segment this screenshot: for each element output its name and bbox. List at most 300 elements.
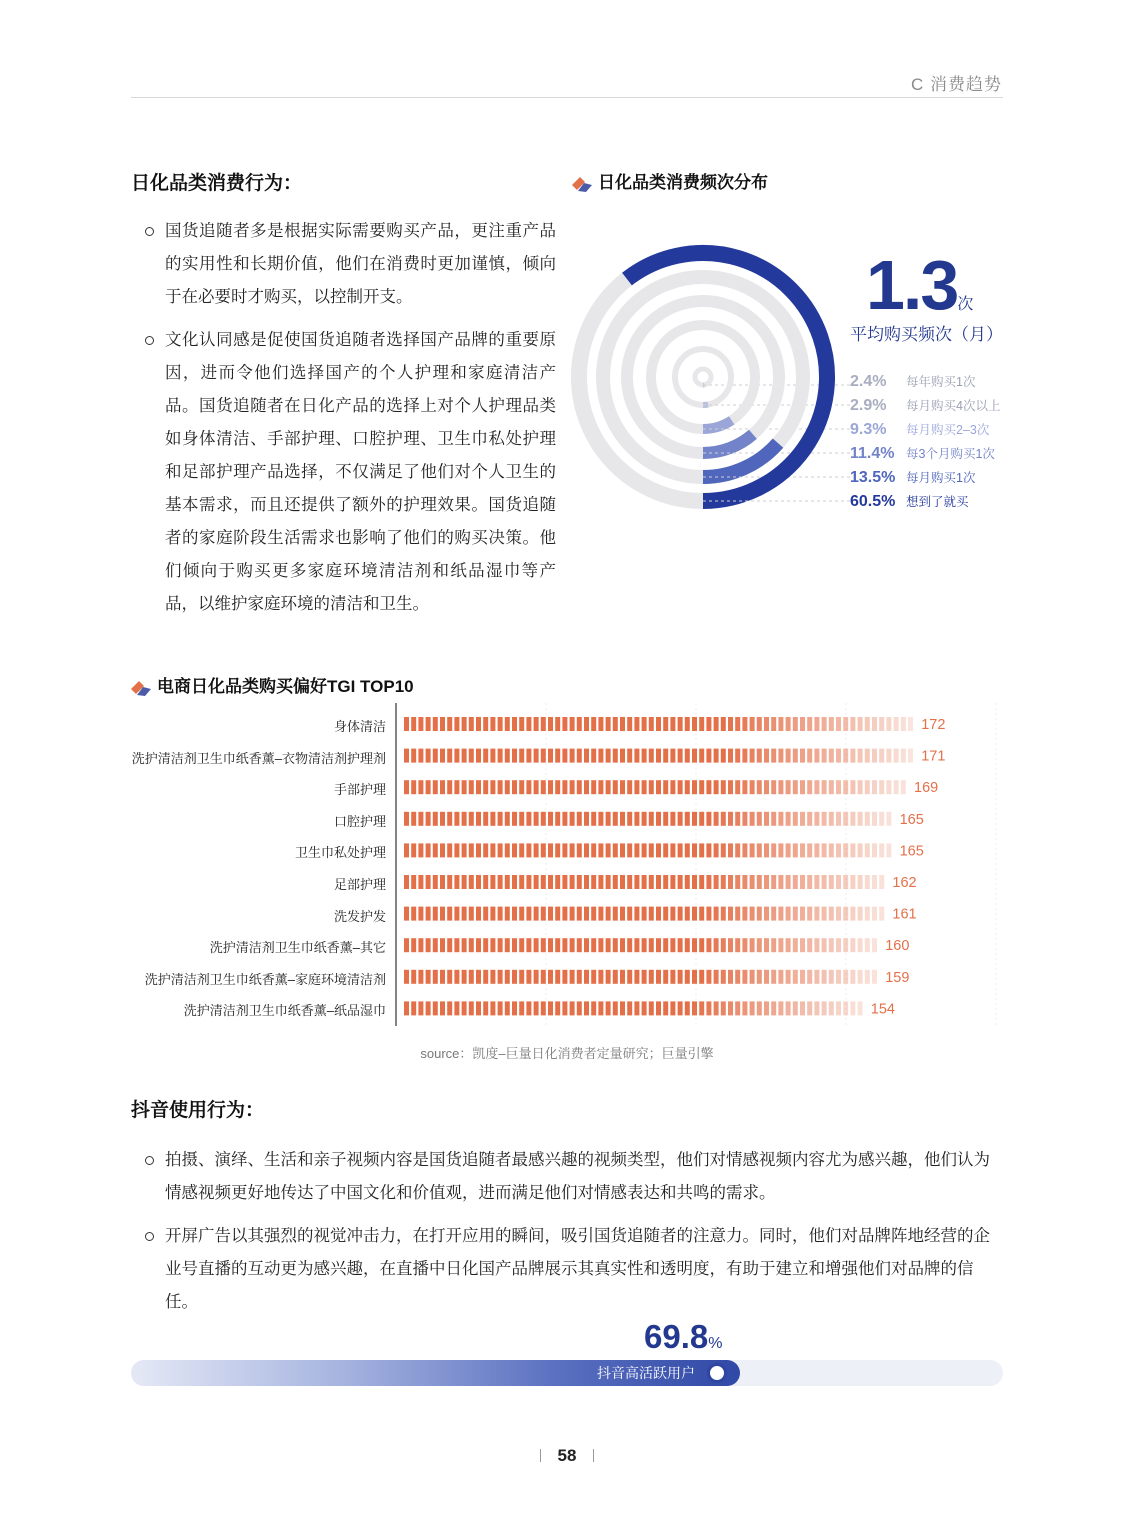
tgi-bar-segment bbox=[598, 812, 603, 826]
tgi-bar-segment bbox=[735, 907, 740, 921]
tgi-bar-segment bbox=[728, 1001, 733, 1015]
tgi-bar-segment bbox=[526, 907, 531, 921]
tgi-bar-segment bbox=[822, 749, 827, 763]
tgi-bar-segment bbox=[670, 749, 675, 763]
tgi-bar-segment bbox=[692, 907, 697, 921]
tgi-bar-segment bbox=[447, 749, 452, 763]
tgi-bar-segment bbox=[613, 938, 618, 952]
tgi-bar-segment bbox=[505, 1001, 510, 1015]
tgi-bar-segment bbox=[462, 717, 467, 731]
tgi-bar-segment bbox=[778, 875, 783, 889]
tgi-bar-segment bbox=[858, 749, 863, 763]
tgi-bar-segment bbox=[663, 875, 668, 889]
tgi-bar-segment bbox=[627, 749, 632, 763]
tgi-bar-segment bbox=[462, 938, 467, 952]
tgi-bar-segment bbox=[512, 875, 517, 889]
tgi-bar-segment bbox=[483, 843, 488, 857]
tgi-bar-segment bbox=[627, 938, 632, 952]
tgi-bar-segment bbox=[814, 717, 819, 731]
tgi-bar-segment bbox=[836, 938, 841, 952]
bullet-item: 文化认同感是促使国货追随者选择国产品牌的重要原因，进而令他们选择国产的个人护理和家庭清洁产品。国货追随者在日化产品的选择上对个人护理品类如身体清洁、手部护理、口腔护理、卫生巾私处护理和足部护理产品选择，不仅满足了他们对个人卫生的基本需求，而且还提供了额外的护理效果。国货追随者的家庭阶段生活需求也影响了他们的购买决策。他们倾向于购买更多家庭环境清洁剂和纸品湿巾等产品，以维护家庭环境的清洁和卫生。 bbox=[131, 324, 556, 621]
tgi-bar-segment bbox=[670, 875, 675, 889]
tgi-bar-segment bbox=[764, 970, 769, 984]
tgi-bar bbox=[404, 938, 877, 952]
tgi-bar-segment bbox=[541, 970, 546, 984]
tgi-bar-segment bbox=[519, 907, 524, 921]
tgi-bar-segment bbox=[404, 749, 409, 763]
tgi-bar-segment bbox=[462, 970, 467, 984]
tgi-bar-segment bbox=[577, 875, 582, 889]
tgi-value-label: 161 bbox=[892, 906, 917, 923]
tgi-bar-segment bbox=[706, 875, 711, 889]
tgi-bar-segment bbox=[555, 1001, 560, 1015]
tgi-bar-segment bbox=[577, 780, 582, 794]
tgi-value-label: 165 bbox=[899, 843, 924, 860]
douyin-progress-knob bbox=[707, 1363, 727, 1383]
tgi-bar-segment bbox=[685, 780, 690, 794]
headline-label: 平均购买频次（月） bbox=[850, 325, 1003, 344]
tgi-bar-segment bbox=[483, 875, 488, 889]
tgi-bar-segment bbox=[534, 749, 539, 763]
tgi-bar-segment bbox=[570, 749, 575, 763]
tgi-bar-segment bbox=[728, 875, 733, 889]
tgi-bar-segment bbox=[584, 780, 589, 794]
tgi-bar-segment bbox=[476, 749, 481, 763]
tgi-bar-segment bbox=[418, 970, 423, 984]
tgi-bar-segment bbox=[634, 938, 639, 952]
tgi-bar-segment bbox=[728, 717, 733, 731]
tgi-bar-segment bbox=[454, 938, 459, 952]
tgi-bar-segment bbox=[786, 875, 791, 889]
tgi-bar-segment bbox=[613, 749, 618, 763]
tgi-bar-segment bbox=[411, 1001, 416, 1015]
tgi-bar-segment bbox=[649, 1001, 654, 1015]
tgi-bar-segment bbox=[498, 938, 503, 952]
tgi-bar-segment bbox=[786, 717, 791, 731]
tgi-bar-segment bbox=[562, 938, 567, 952]
tgi-bar-segment bbox=[764, 843, 769, 857]
tgi-bar-segment bbox=[721, 780, 726, 794]
tgi-bar-segment bbox=[426, 749, 431, 763]
tgi-bar-segment bbox=[750, 780, 755, 794]
tgi-bar-segment bbox=[721, 970, 726, 984]
legend-percent: 9.3% bbox=[850, 421, 887, 438]
tgi-bar-segment bbox=[735, 843, 740, 857]
tgi-bar-segment bbox=[440, 717, 445, 731]
tgi-bar-segment bbox=[512, 780, 517, 794]
tgi-bar-segment bbox=[598, 970, 603, 984]
tgi-bar-segment bbox=[858, 875, 863, 889]
tgi-bar-segment bbox=[692, 717, 697, 731]
tgi-bar-segment bbox=[757, 843, 762, 857]
tgi-bar-segment bbox=[771, 938, 776, 952]
tgi-bar-segment bbox=[685, 938, 690, 952]
tgi-bar-segment bbox=[786, 907, 791, 921]
tgi-bar-segment bbox=[591, 812, 596, 826]
tgi-bar-segment bbox=[642, 875, 647, 889]
tgi-bar-segment bbox=[721, 812, 726, 826]
tgi-bar-segment bbox=[642, 970, 647, 984]
tgi-bar-segment bbox=[649, 812, 654, 826]
tgi-bar-segment bbox=[642, 749, 647, 763]
tgi-bar-segment bbox=[663, 907, 668, 921]
tgi-bar-segment bbox=[670, 907, 675, 921]
tgi-bar-segment bbox=[764, 749, 769, 763]
tgi-bar-segment bbox=[678, 875, 683, 889]
tgi-bar-segment bbox=[498, 812, 503, 826]
tgi-bar-segment bbox=[476, 843, 481, 857]
tgi-bar-segment bbox=[829, 812, 834, 826]
tgi-bar-segment bbox=[728, 780, 733, 794]
tgi-bar-segment bbox=[685, 843, 690, 857]
tgi-bar-segment bbox=[771, 780, 776, 794]
tgi-bar-segment bbox=[634, 780, 639, 794]
tgi-bar-segment bbox=[721, 907, 726, 921]
tgi-bar-segment bbox=[526, 780, 531, 794]
legend-percent: 11.4% bbox=[850, 445, 895, 462]
tgi-bar-segment bbox=[512, 938, 517, 952]
tgi-bar-segment bbox=[418, 812, 423, 826]
tgi-bar-segment bbox=[807, 717, 812, 731]
legend-label: 每3个月购买1次 bbox=[906, 447, 995, 461]
tgi-bar-segment bbox=[490, 938, 495, 952]
tgi-bar-segment bbox=[879, 875, 884, 889]
douyin-bullets bbox=[131, 1144, 1003, 1329]
tgi-bar-segment bbox=[649, 875, 654, 889]
tgi-bar-segment bbox=[706, 843, 711, 857]
tgi-bar-segment bbox=[757, 749, 762, 763]
tgi-bar-segment bbox=[656, 843, 661, 857]
tgi-bar-segment bbox=[598, 1001, 603, 1015]
tgi-bar-segment bbox=[627, 780, 632, 794]
tgi-bar-segment bbox=[735, 970, 740, 984]
tgi-bar-segment bbox=[526, 875, 531, 889]
tgi-bar-segment bbox=[620, 938, 625, 952]
tgi-bar-segment bbox=[534, 843, 539, 857]
tgi-bar-segment bbox=[476, 970, 481, 984]
tgi-bar-segment bbox=[663, 749, 668, 763]
tgi-bar-segment bbox=[807, 812, 812, 826]
tgi-bar-segment bbox=[462, 749, 467, 763]
tgi-bar-segment bbox=[447, 780, 452, 794]
tgi-bar-segment bbox=[584, 1001, 589, 1015]
tgi-value-label: 171 bbox=[921, 748, 946, 765]
tgi-bar-segment bbox=[822, 938, 827, 952]
tgi-bar-segment bbox=[764, 875, 769, 889]
tgi-bar-segment bbox=[850, 780, 855, 794]
tgi-bar-segment bbox=[584, 907, 589, 921]
tgi-bar bbox=[404, 749, 913, 763]
tgi-bar-segment bbox=[433, 812, 438, 826]
tgi-bar-segment bbox=[440, 843, 445, 857]
tgi-bar-segment bbox=[850, 843, 855, 857]
tgi-bar-segment bbox=[620, 780, 625, 794]
tgi-bar-segment bbox=[706, 938, 711, 952]
tgi-bar-segment bbox=[678, 938, 683, 952]
tgi-bar-segment bbox=[454, 843, 459, 857]
tgi-bar-segment bbox=[584, 875, 589, 889]
tgi-bar-segment bbox=[562, 907, 567, 921]
tgi-bar-segment bbox=[483, 938, 488, 952]
tgi-bar-segment bbox=[872, 970, 877, 984]
tgi-bar-segment bbox=[483, 907, 488, 921]
tgi-bar-segment bbox=[541, 780, 546, 794]
tgi-bar-segment bbox=[591, 749, 596, 763]
tgi-bar-segment bbox=[634, 1001, 639, 1015]
tgi-bar-segment bbox=[584, 749, 589, 763]
tgi-bar-segment bbox=[469, 749, 474, 763]
tgi-bar-segment bbox=[570, 812, 575, 826]
tgi-bar-segment bbox=[793, 907, 798, 921]
tgi-bar-segment bbox=[454, 907, 459, 921]
tgi-bar-segment bbox=[879, 907, 884, 921]
tgi-bar-segment bbox=[440, 780, 445, 794]
tgi-bar-segment bbox=[793, 938, 798, 952]
tgi-category-label: 洗发护发 bbox=[333, 908, 386, 924]
tgi-chart-title bbox=[131, 672, 414, 697]
tgi-bar-segment bbox=[786, 843, 791, 857]
tgi-bar-segment bbox=[613, 907, 618, 921]
tgi-bar-segment bbox=[620, 717, 625, 731]
legend-row bbox=[850, 420, 1020, 444]
tgi-bar-segment bbox=[433, 970, 438, 984]
tgi-bar-segment bbox=[822, 812, 827, 826]
tgi-bar-segment bbox=[534, 938, 539, 952]
tgi-bar-segment bbox=[476, 938, 481, 952]
tgi-bar-segment bbox=[498, 749, 503, 763]
tgi-bar-segment bbox=[433, 749, 438, 763]
tgi-bar-segment bbox=[800, 970, 805, 984]
tgi-bar-segment bbox=[519, 970, 524, 984]
tgi-bar-segment bbox=[721, 938, 726, 952]
tgi-bar-segment bbox=[850, 875, 855, 889]
tgi-bar-segment bbox=[598, 780, 603, 794]
tgi-bar-segment bbox=[764, 812, 769, 826]
tgi-bar-segment bbox=[807, 749, 812, 763]
tgi-bar-segment bbox=[541, 875, 546, 889]
tgi-bar-segment bbox=[584, 970, 589, 984]
tgi-bar-segment bbox=[678, 717, 683, 731]
tgi-bar-segment bbox=[541, 749, 546, 763]
tgi-value-label: 165 bbox=[899, 811, 924, 828]
tgi-bar-segment bbox=[778, 938, 783, 952]
tgi-bar-segment bbox=[584, 717, 589, 731]
tgi-bar-segment bbox=[627, 812, 632, 826]
tgi-bar-segment bbox=[498, 970, 503, 984]
tgi-bar-segment bbox=[771, 843, 776, 857]
tgi-bar-segment bbox=[786, 812, 791, 826]
tgi-bar-segment bbox=[433, 907, 438, 921]
tgi-bar-segment bbox=[706, 780, 711, 794]
tgi-bar-segment bbox=[714, 717, 719, 731]
page-tick-right bbox=[593, 1449, 594, 1462]
tgi-bar bbox=[404, 1001, 863, 1015]
tgi-bar-segment bbox=[483, 717, 488, 731]
tgi-bar-segment bbox=[829, 749, 834, 763]
tgi-bar-segment bbox=[843, 907, 848, 921]
tgi-bar-segment bbox=[699, 907, 704, 921]
tgi-bar-segment bbox=[555, 812, 560, 826]
tgi-bar-segment bbox=[490, 780, 495, 794]
tgi-bar-segment bbox=[742, 875, 747, 889]
tgi-bar-segment bbox=[685, 907, 690, 921]
tgi-bar-segment bbox=[699, 843, 704, 857]
douyin-percent bbox=[644, 1318, 722, 1356]
tgi-bar-segment bbox=[901, 717, 906, 731]
tgi-bar-segment bbox=[699, 875, 704, 889]
tgi-bar-segment bbox=[454, 749, 459, 763]
tgi-bar-segment bbox=[627, 1001, 632, 1015]
tgi-bar-segment bbox=[642, 907, 647, 921]
tgi-bar-segment bbox=[404, 875, 409, 889]
tgi-bar-segment bbox=[670, 812, 675, 826]
tgi-bar-segment bbox=[526, 749, 531, 763]
tgi-bar-segment bbox=[562, 812, 567, 826]
tgi-bar-segment bbox=[656, 970, 661, 984]
source-note: source：凯度–巨量日化消费者定量研究；巨量引擎 bbox=[420, 1046, 714, 1061]
tgi-bar-segment bbox=[886, 717, 891, 731]
tgi-bar-segment bbox=[584, 843, 589, 857]
tgi-bar-segment bbox=[620, 970, 625, 984]
tgi-bar-segment bbox=[670, 780, 675, 794]
tgi-bar-segment bbox=[706, 1001, 711, 1015]
tgi-bar-segment bbox=[454, 875, 459, 889]
tgi-bar-segment bbox=[498, 843, 503, 857]
tgi-bar-segment bbox=[483, 780, 488, 794]
tgi-bar-segment bbox=[814, 907, 819, 921]
tgi-bar-segment bbox=[750, 812, 755, 826]
tgi-bar-segment bbox=[764, 907, 769, 921]
brand-mark-icon bbox=[131, 680, 151, 696]
tgi-bar-segment bbox=[663, 717, 668, 731]
tgi-bar-segment bbox=[613, 843, 618, 857]
tgi-bar-segment bbox=[814, 875, 819, 889]
tgi-category-label: 洗护清洁剂卫生巾纸香薰–其它 bbox=[209, 940, 386, 956]
tgi-bar-segment bbox=[894, 717, 899, 731]
tgi-bar-segment bbox=[879, 843, 884, 857]
tgi-bar-segment bbox=[548, 843, 553, 857]
tgi-bar-segment bbox=[469, 843, 474, 857]
tgi-bar-segment bbox=[555, 780, 560, 794]
bullet-item: 开屏广告以其强烈的视觉冲击力，在打开应用的瞬间，吸引国货追随者的注意力。同时，他们对品牌阵地经营的企业号直播的互动更为感兴趣，在直播中日化国产品牌展示其真实性和透明度，有助于建立和增强他们对品牌的信任。 bbox=[131, 1220, 1003, 1319]
tgi-bar-segment bbox=[649, 780, 654, 794]
tgi-bar-segment bbox=[534, 875, 539, 889]
tgi-bar-segment bbox=[757, 907, 762, 921]
tgi-bar-segment bbox=[490, 843, 495, 857]
tgi-bar-segment bbox=[613, 970, 618, 984]
tgi-bar-segment bbox=[498, 1001, 503, 1015]
tgi-bar-segment bbox=[750, 717, 755, 731]
tgi-bar-segment bbox=[519, 812, 524, 826]
tgi-bar-segment bbox=[534, 1001, 539, 1015]
tgi-bar-segment bbox=[786, 938, 791, 952]
tgi-bar-segment bbox=[613, 1001, 618, 1015]
tgi-bar-segment bbox=[872, 938, 877, 952]
legend-row bbox=[850, 492, 1020, 516]
tgi-bar-segment bbox=[548, 970, 553, 984]
tgi-bar-segment bbox=[426, 843, 431, 857]
tgi-bar-segment bbox=[807, 938, 812, 952]
tgi-bar-segment bbox=[735, 1001, 740, 1015]
tgi-bar-segment bbox=[440, 938, 445, 952]
tgi-bar-segment bbox=[836, 1001, 841, 1015]
tgi-bar-segment bbox=[418, 875, 423, 889]
tgi-bar-segment bbox=[865, 717, 870, 731]
tgi-bar-segment bbox=[606, 875, 611, 889]
tgi-bar-segment bbox=[822, 1001, 827, 1015]
tgi-bar-segment bbox=[634, 970, 639, 984]
tgi-bar-chart bbox=[390, 703, 1010, 1028]
tgi-bar-segment bbox=[483, 970, 488, 984]
tgi-bar-segment bbox=[678, 843, 683, 857]
tgi-category-label: 卫生巾私处护理 bbox=[294, 845, 386, 861]
tgi-bar-segment bbox=[577, 843, 582, 857]
tgi-bar-segment bbox=[411, 812, 416, 826]
tgi-bar-segment bbox=[426, 938, 431, 952]
tgi-bar-segment bbox=[728, 843, 733, 857]
tgi-bar-segment bbox=[462, 875, 467, 889]
tgi-category-label: 洗护清洁剂卫生巾纸香薰–纸品湿巾 bbox=[183, 1003, 386, 1019]
tgi-bar-segment bbox=[714, 907, 719, 921]
tgi-bar-segment bbox=[714, 938, 719, 952]
tgi-bar-segment bbox=[469, 780, 474, 794]
tgi-bar-segment bbox=[706, 970, 711, 984]
tgi-bar-segment bbox=[577, 1001, 582, 1015]
tgi-bar-segment bbox=[858, 1001, 863, 1015]
tgi-bar-segment bbox=[728, 812, 733, 826]
tgi-bar-segment bbox=[822, 780, 827, 794]
legend-label: 每月购买2–3次 bbox=[906, 423, 990, 437]
tgi-bar-segment bbox=[721, 875, 726, 889]
tgi-bar-segment bbox=[570, 717, 575, 731]
tgi-bar-segment bbox=[548, 717, 553, 731]
tgi-bar-segment bbox=[829, 780, 834, 794]
tgi-bar-segment bbox=[800, 812, 805, 826]
tgi-bar-segment bbox=[865, 907, 870, 921]
tgi-bar-segment bbox=[721, 1001, 726, 1015]
tgi-bar-segment bbox=[620, 875, 625, 889]
tgi-bar-segment bbox=[714, 1001, 719, 1015]
tgi-bar-segment bbox=[598, 875, 603, 889]
radial-bar-chart bbox=[560, 235, 860, 525]
tgi-bar-segment bbox=[490, 717, 495, 731]
tgi-bar-segment bbox=[498, 780, 503, 794]
tgi-bar-segment bbox=[894, 749, 899, 763]
tgi-bar-segment bbox=[620, 812, 625, 826]
tgi-bar-segment bbox=[663, 812, 668, 826]
tgi-bar-segment bbox=[836, 843, 841, 857]
tgi-bar-segment bbox=[678, 780, 683, 794]
tgi-bar-segment bbox=[462, 843, 467, 857]
tgi-bar-segment bbox=[534, 780, 539, 794]
tgi-bar-segment bbox=[541, 812, 546, 826]
tgi-bar-segment bbox=[829, 843, 834, 857]
tgi-bar-segment bbox=[663, 843, 668, 857]
tgi-bar-segment bbox=[526, 938, 531, 952]
tgi-bar-segment bbox=[570, 970, 575, 984]
header-title: C 消费趋势 bbox=[911, 75, 1002, 94]
tgi-category-label: 手部护理 bbox=[333, 782, 386, 798]
tgi-bar-segment bbox=[505, 749, 510, 763]
tgi-bar-segment bbox=[757, 780, 762, 794]
tgi-bar-segment bbox=[620, 1001, 625, 1015]
tgi-bar-segment bbox=[807, 1001, 812, 1015]
tgi-bar-segment bbox=[858, 717, 863, 731]
tgi-bar-segment bbox=[577, 717, 582, 731]
tgi-bar-segment bbox=[829, 717, 834, 731]
tgi-bar-segment bbox=[447, 1001, 452, 1015]
tgi-bar-segment bbox=[418, 938, 423, 952]
